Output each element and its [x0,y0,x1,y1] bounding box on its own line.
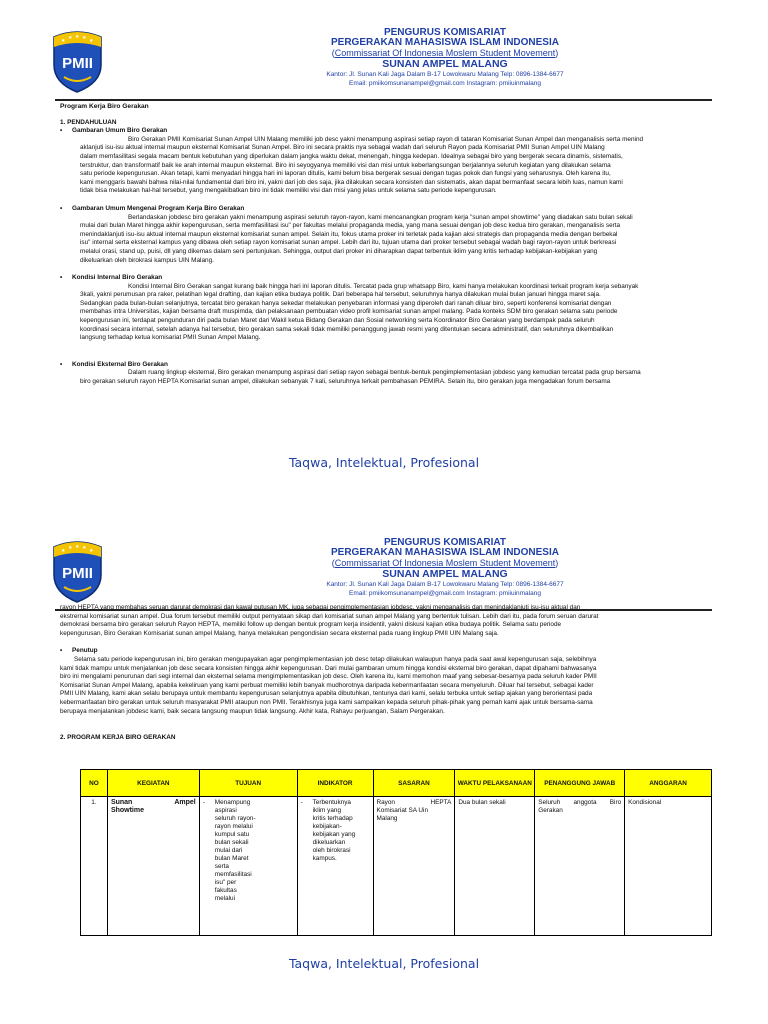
program-table [80,769,712,936]
col-header: PENANGGUNG JAWAB [535,770,625,797]
cell-waktu: Dua bulan sekali [455,797,535,936]
cell-kegiatan: Sunan Ampel Showtime [107,797,199,936]
org-line-4: SUNAN AMPEL MALANG [382,58,508,70]
org-line-2: PERGERAKAN MAHASISWA ISLAM INDONESIA [331,37,559,48]
col-header: NO [81,770,108,797]
svg-text:PMII: PMII [62,55,93,72]
document-page-2 [0,512,768,1024]
bullet-icon: • [60,127,63,135]
col-header: WAKTU PELAKSANAAN [455,770,535,797]
doc-title: Program Kerja Biro Gerakan [60,103,149,110]
bullet-icon: • [60,647,63,655]
letterhead [0,22,768,98]
cell-no: 1. [81,797,108,936]
table-row [81,797,712,936]
pmii-logo [50,537,105,603]
svg-text:★: ★ [68,545,73,551]
page-2-body [60,604,712,743]
org-line-4: SUNAN AMPEL MALANG [382,568,508,580]
org-line-1: PENGURUS KOMISARIAT [383,27,507,38]
org-line-3-text: Commissariat Of Indonesia Moslem Student Movement [334,558,556,568]
page-footer-motto: Taqwa, Intelektual, Profesional [288,455,480,470]
letterhead-text [150,538,740,598]
letterhead-text [150,28,740,88]
letterhead [0,532,768,608]
bullet-icon: • [60,274,63,282]
subsection-title: • Gambaran Umum Biro Gerakan [60,127,168,135]
org-contact: Email: pmiikomsunanampel@gmail.com Instagram: pmiiuinmalang [349,80,541,87]
paragraph: Berlandaskan jobdesc biro gerakan yakni menampung aspirasi seluruh rayon-rayon, kami mencanangkan program kerja "sunan ampel showtime" yang diadakan satu bulan sekali mulai dari bulan Maret hingga akhir kepengurusan, serta memfasilitasi isu" per fakultas melalui propaganda media, yang mana sesuai dengan job desc kedua biro gerakan, menganalisis serta menindaklanjuti isu-isu aktual internal maupun eksternal komisariat sunan ampel. Selain itu, fokus utama proker ini terletak pada kajian aksi strategis dan propaganda media dengan berbekal isu" internal serta eksternal kampus yang dibawa oleh setiap rayon komisariat sunan ampel. Lebih dari itu, tujuan utama dari proker tersebut sebagai wadah bagi rayon-rayon untuk berkreasi melalui orasi, stand up, puisi, dll yang dikemas dalam seni pertunjukan. Sehingga, output dari proker ini diharapkan dapat terbentuk iklim yang kritis terhadap kebijakan-kebijakan yang dikeluarkan oleh birokrasi kampus UIN Malang. [80,213,633,264]
svg-text:★: ★ [82,545,87,551]
svg-text:PMII: PMII [62,565,93,582]
subsection-title: • Gambaran Umum Mengenai Program Kerja Biro Gerakan [60,204,245,212]
header-divider [55,99,712,101]
bullet-icon: • [60,204,63,212]
org-line-3: (Commissariat Of Indonesia Moslem Student Movement) [331,558,559,568]
svg-text:★: ★ [89,548,94,554]
svg-text:★: ★ [75,34,80,40]
org-line-2: PERGERAKAN MAHASISWA ISLAM INDONESIA [331,547,559,558]
cell-penanggung-jawab: Seluruh anggota Biro Gerakan [535,797,625,936]
org-address: Kantor: Jl. Sunan Kali Jaga Dalam B-17 Lowokwaru Malang Telp: 0896-1384-6677 [326,71,564,78]
svg-text:★: ★ [61,38,66,44]
subsection-title: • Kondisi Eksternal Biro Gerakan [60,360,168,368]
table-header-row [81,770,712,797]
cell-tujuan: - Menampung aspirasi seluruh rayon- rayon melalui kumpul satu bulan sekali mulai dari bulan Maret serta memfasilitasi isu" per fakultas melalui [199,797,297,936]
cell-sasaran: Rayon HEPTA Komisariat SA Uin Malang [373,797,455,936]
svg-text:★: ★ [89,38,94,44]
paragraph: Dalam ruang lingkup eksternal, Biro gerakan menampung aspirasi dari setiap rayon sebagai bentuk-bentuk pengimplementasian jobdesc yang kemudian tercatat pada grup bersama biro gerakan seluruh rayon HEPTA Komisariat sunan ampel, dilakukan sebanyak 7 kali, seluruhnya terkait pembahasan PEMIRA. Selain itu, biro gerakan juga mengadakan forum bersama [80,369,641,386]
paragraph: Biro Gerakan PMII Komisariat Sunan Ampel UIN Malang memiliki job desc yakni menampung aspirasi setiap rayon di tataran Komisariat Sunan Ampel dan menganalisis serta menind aklanjuti isu-isu aktual internal maupun eksternal Komisariat Sunan Ampel. Biro ini secara praktis nya sebagai wadah dari seluruh Rayon pada Komisariat PMII Sunan Ampel UIN Malang dalam memfasilitasi segala macam bentuk kebutuhan yang diperlukan dalam jangka waktu dekat, menengah, hingga kedepan. Idealnya sebagai biro yang bergerak secara dinamis, sistematis, terstruktur, dan transformatif baik ke arah internal maupun eksternal. Biro ini seyogyanya memiliki visi dan misi untuk keberlangsungan berjalannya seluruh kegiatan yang dilakukan selama satu periode kepengurusan. Akan tetapi, kami menyadari hingga hari ini laporan ditulis, kami belum bisa bergerak sesuai dengan tugas pokok dan fungsi yang seharusnya. Oleh karena itu, kami menggaris bawahi bahwa nilai-nilai fundamental dari biro ini, yakni dari job des saja, jika dilakukan secara konsisten dan sistematis, akan dapat bermanfaat secara lebih luas, namun kami tidak bisa melakukan hal-hal tersebut, yang mengakibatkan biro ini tidak memiliki visi dan misi yang jelas untuk selama satu periode kepengurusan. [80,135,644,195]
section-heading-pendahuluan: 1. PENDAHULUAN [60,118,117,126]
subsection-title: • Penutup [60,647,98,655]
col-header: SASARAN [373,770,455,797]
cell-indikator: - Terbentuknya iklim yang kritis terhadap kebijakan- kebijakan yang dikeluarkan oleh birokrasi kampus. [297,797,373,936]
paragraph: rayon HEPTA yang membahas seruan darurat demokrasi dan kawal putusan MK, juga sebagai pengimplementasian jobdesc, yakni menganalisis dan menindaklanjuti isu-isu aktual dan ekstrernal komisariat sunan ampel. Dua forum tersebut memiliki output pernyataan sikap dari komisariat sunan ampel Malang yang bertentuk tulisan. Lebih dari itu, pada forum seruan darurat demokrasi bersama biro gerakan seluruh Rayon HEPTA, memiliki follow up dengan bentuk program kerja insidentil, yakni diskusi kajian etika budaya politik. Selama satu periode kepengurusan, Biro Gerakan Komisariat sunan ampel Malang, hanya melakukan pengondisian secara eksternal pada ruang lingkup PMII UIN Malang saja. [60,604,599,637]
page-footer-motto: Taqwa, Intelektual, Profesional [288,956,480,971]
svg-text:★: ★ [68,35,73,41]
bullet-icon: • [60,360,63,368]
pmii-logo [50,27,105,93]
col-header: INDIKATOR [297,770,373,797]
svg-text:★: ★ [61,548,66,554]
org-line-3-text: Commissariat Of Indonesia Moslem Student Movement [334,48,556,58]
org-address: Kantor: Jl. Sunan Kali Jaga Dalam B-17 Lowokwaru Malang Telp: 0896-1384-6677 [326,581,564,588]
paragraph: Kondisi Internal Biro Gerakan sangat kurang baik hingga hari ini laporan ditulis. Tercatat pada grup whatsapp Biro, kami hanya melakukan koordinasi terkait program kerja sebanyak 3kali, yakni perumusan pra raker, pelatihan legal drafting, dan kajian etika budaya politik. Dari beberapa hal tersebut, seluruhnya hanya dilakukan mulai bulan januari hingga maret saja. Sedangkan pada bulan-bulan selanjutnya, tercatat biro gerakan hanya sekedar melakukan penyebaran informasi yang diperoleh dari ranah diluar biro, seperti konferensi komisariat dengan membahas intra Universitas, kajian bersama draft muspimda, dan pelaksanaan pembuatan video profil komisariat sunan ampel malang. Pada konteks SDM biro gerakan selama satu periode kepengurusan ini, terdapat pengunduran diri pada bulan Maret dari Wakil ketua Bidang Gerakan dan Sosial networking serta Koordinator Biro Gerakan yang berdampak pada seluruh koordinasi secara internal, setelah adanya hal tersebut, biro gerakan sama sekali tidak memiliki penanggung jawab resmi yang ditentukan secara administratif, dan seluruhnya dikembalikan langsung terhadap ketua komisariat PMII Sunan Ampel Malang. [80,282,639,342]
page-1-body [60,103,712,387]
col-header: TUJUAN [199,770,297,797]
svg-text:★: ★ [75,544,80,550]
paragraph: Selama satu periode kepengurusan ini, biro gerakan mengupayakan agar pengimplementasian job desc tetap dilakukan walaupun hanya pada saat awal kepengurusan saja, selebihnya kami tidak mampu untuk menjalankan job desc secara konsisten hingga akhir kepengurusan. Dari mulai gambaran umum hingga kondisi eksternal biro gerakan, dapat dipahami bahwasanya biro ini mengalami penurunan dari segi internal dan eksternal selama mengimplementasikan job desc. Oleh karena itu, kami memohon maaf yang sebesar-besarnya pada seluruh kader PMII Komisariat Sunan Ampel Malang, apabila kekeliruan yang kami perbuat memiliki lebih banyak mudhorotnya daripada kebermanfaatan secara menyeluruh. Diluar hal tersebut, sebagai kader PMII UIN Malang, kami akan selalu berupaya untuk membantu kepengurusan selanjutnya apabila dibutuhkan, tentunya dari kami, selalu terbuka untuk setiap ajakan yang berorientasi pada kebermanfaatan biro gerakan untuk seluruh masyarakat PMII ataupun non PMII. Terakhisnya juga kami sampaikan kepada seluruh pihak-pihak yang pernah kami ajak untuk bersama-sama berupaya menjalankan jobdesc kami, baik secara langsung maupun tidak langsung. Akhir kata, Rahayu perjuangan, Salam Pergerakan. [60,655,597,715]
document-page-1 [0,0,768,500]
subsection-title: • Kondisi Internal Biro Gerakan [60,274,163,282]
section-heading-program-kerja: 2. PROGRAM KERJA BIRO GERAKAN [60,734,176,742]
cell-anggaran: Kondisional [625,797,712,936]
org-line-3: (Commissariat Of Indonesia Moslem Student Movement) [331,48,559,58]
col-header: ANGGARAN [625,770,712,797]
svg-text:★: ★ [82,35,87,41]
org-line-1: PENGURUS KOMISARIAT [383,537,507,548]
col-header: KEGIATAN [107,770,199,797]
org-contact: Email: pmiikomsunanampel@gmail.com Instagram: pmiiuinmalang [349,590,541,597]
